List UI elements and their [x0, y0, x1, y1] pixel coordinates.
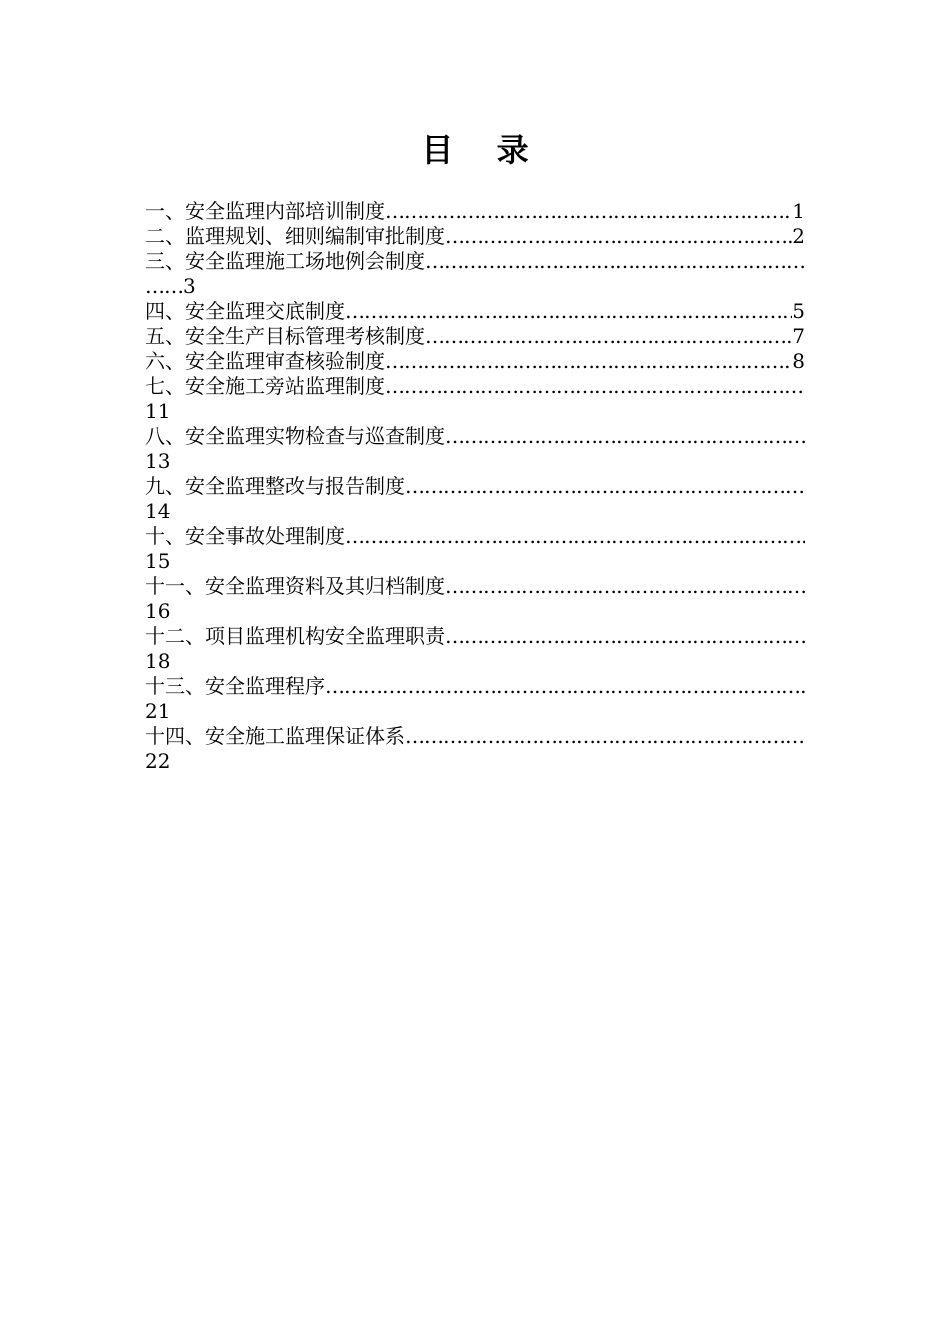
toc-entry-page-number: 21	[145, 699, 171, 723]
toc-dot-leader	[325, 674, 805, 699]
toc-entry-line	[145, 524, 805, 549]
toc-entry-title: 三、安全监理施工场地例会制度	[145, 249, 425, 273]
toc-dot-leader	[445, 574, 805, 599]
toc-entry-line	[145, 224, 805, 249]
toc-entry[interactable]	[145, 424, 805, 474]
toc-dot-leader	[445, 624, 805, 649]
toc-dot-leader	[425, 249, 805, 274]
toc-entry-title: 四、安全监理交底制度	[145, 299, 345, 323]
toc-entry[interactable]	[145, 674, 805, 724]
toc-entry[interactable]	[145, 349, 805, 374]
toc-entry-line	[145, 299, 805, 324]
toc-dot-leader	[385, 199, 792, 224]
toc-dot-leader	[345, 524, 805, 549]
toc-title: 目 录	[421, 131, 545, 169]
toc-entry-page-number: 18	[145, 649, 171, 673]
toc-entry-line	[145, 724, 805, 749]
toc-entry-line	[145, 374, 805, 399]
toc-entry-page-number: 2	[792, 224, 805, 248]
table-of-contents	[145, 199, 805, 774]
toc-entry-page-number: 3	[183, 274, 196, 298]
toc-entry-page-number: 11	[145, 399, 171, 423]
toc-entry-page-number: 7	[792, 324, 805, 348]
toc-entry[interactable]	[145, 524, 805, 574]
toc-dot-leader	[385, 374, 805, 399]
toc-entry-wrapped-line	[145, 399, 805, 424]
toc-entry-title: 十、安全事故处理制度	[145, 524, 345, 548]
toc-entry[interactable]	[145, 199, 805, 224]
toc-entry-line	[145, 199, 805, 224]
toc-entry[interactable]	[145, 574, 805, 624]
toc-entry-page-number: 1	[792, 199, 805, 223]
toc-entry-wrapped-line	[145, 749, 805, 774]
toc-entry-page-number: 13	[145, 449, 171, 473]
toc-entry-wrapped-line	[145, 499, 805, 524]
toc-entry-title: 六、安全监理审查核验制度	[145, 349, 385, 373]
toc-entry-title: 五、安全生产目标管理考核制度	[145, 324, 425, 348]
toc-entry-wrapped-line	[145, 549, 805, 574]
toc-entry-page-number: 14	[145, 499, 171, 523]
toc-dot-leader-continued: ……	[145, 274, 183, 298]
toc-dot-leader	[405, 474, 805, 499]
toc-entry[interactable]	[145, 624, 805, 674]
toc-entry-title: 十二、项目监理机构安全监理职责	[145, 624, 445, 648]
toc-entry-wrapped-line	[145, 649, 805, 674]
toc-entry-line	[145, 324, 805, 349]
toc-entry-wrapped-line	[145, 599, 805, 624]
toc-entry-page-number: 16	[145, 599, 171, 623]
toc-entry[interactable]	[145, 324, 805, 349]
toc-entry-title: 一、安全监理内部培训制度	[145, 199, 385, 223]
toc-entry-title: 十一、安全监理资料及其归档制度	[145, 574, 445, 598]
toc-entry-line	[145, 624, 805, 649]
toc-entry-line	[145, 674, 805, 699]
toc-entry-title: 二、监理规划、细则编制审批制度	[145, 224, 445, 248]
toc-dot-leader	[445, 224, 792, 249]
toc-entry-line	[145, 424, 805, 449]
toc-entry[interactable]	[145, 299, 805, 324]
toc-entry-page-number: 8	[792, 349, 805, 373]
toc-entry-page-number: 22	[145, 749, 171, 773]
toc-dot-leader	[405, 724, 805, 749]
toc-entry-wrapped-line	[145, 449, 805, 474]
toc-entry-line	[145, 349, 805, 374]
toc-entry-line	[145, 574, 805, 599]
toc-entry-title: 十四、安全施工监理保证体系	[145, 724, 405, 748]
toc-entry-line	[145, 249, 805, 274]
toc-entry[interactable]	[145, 724, 805, 774]
toc-entry[interactable]	[145, 224, 805, 249]
toc-entry-page-number: 5	[792, 299, 805, 323]
toc-entry-line	[145, 474, 805, 499]
toc-entry[interactable]	[145, 249, 805, 299]
toc-dot-leader	[385, 349, 792, 374]
toc-entry[interactable]	[145, 474, 805, 524]
toc-dot-leader	[445, 424, 805, 449]
toc-entry[interactable]	[145, 374, 805, 424]
toc-entry-title: 八、安全监理实物检查与巡查制度	[145, 424, 445, 448]
toc-entry-page-number: 15	[145, 549, 171, 573]
toc-dot-leader	[345, 299, 792, 324]
toc-entry-title: 十三、安全监理程序	[145, 674, 325, 698]
toc-entry-wrapped-line	[145, 274, 805, 299]
toc-entry-wrapped-line	[145, 699, 805, 724]
toc-entry-title: 九、安全监理整改与报告制度	[145, 474, 405, 498]
toc-dot-leader	[425, 324, 792, 349]
toc-entry-title: 七、安全施工旁站监理制度	[145, 374, 385, 398]
